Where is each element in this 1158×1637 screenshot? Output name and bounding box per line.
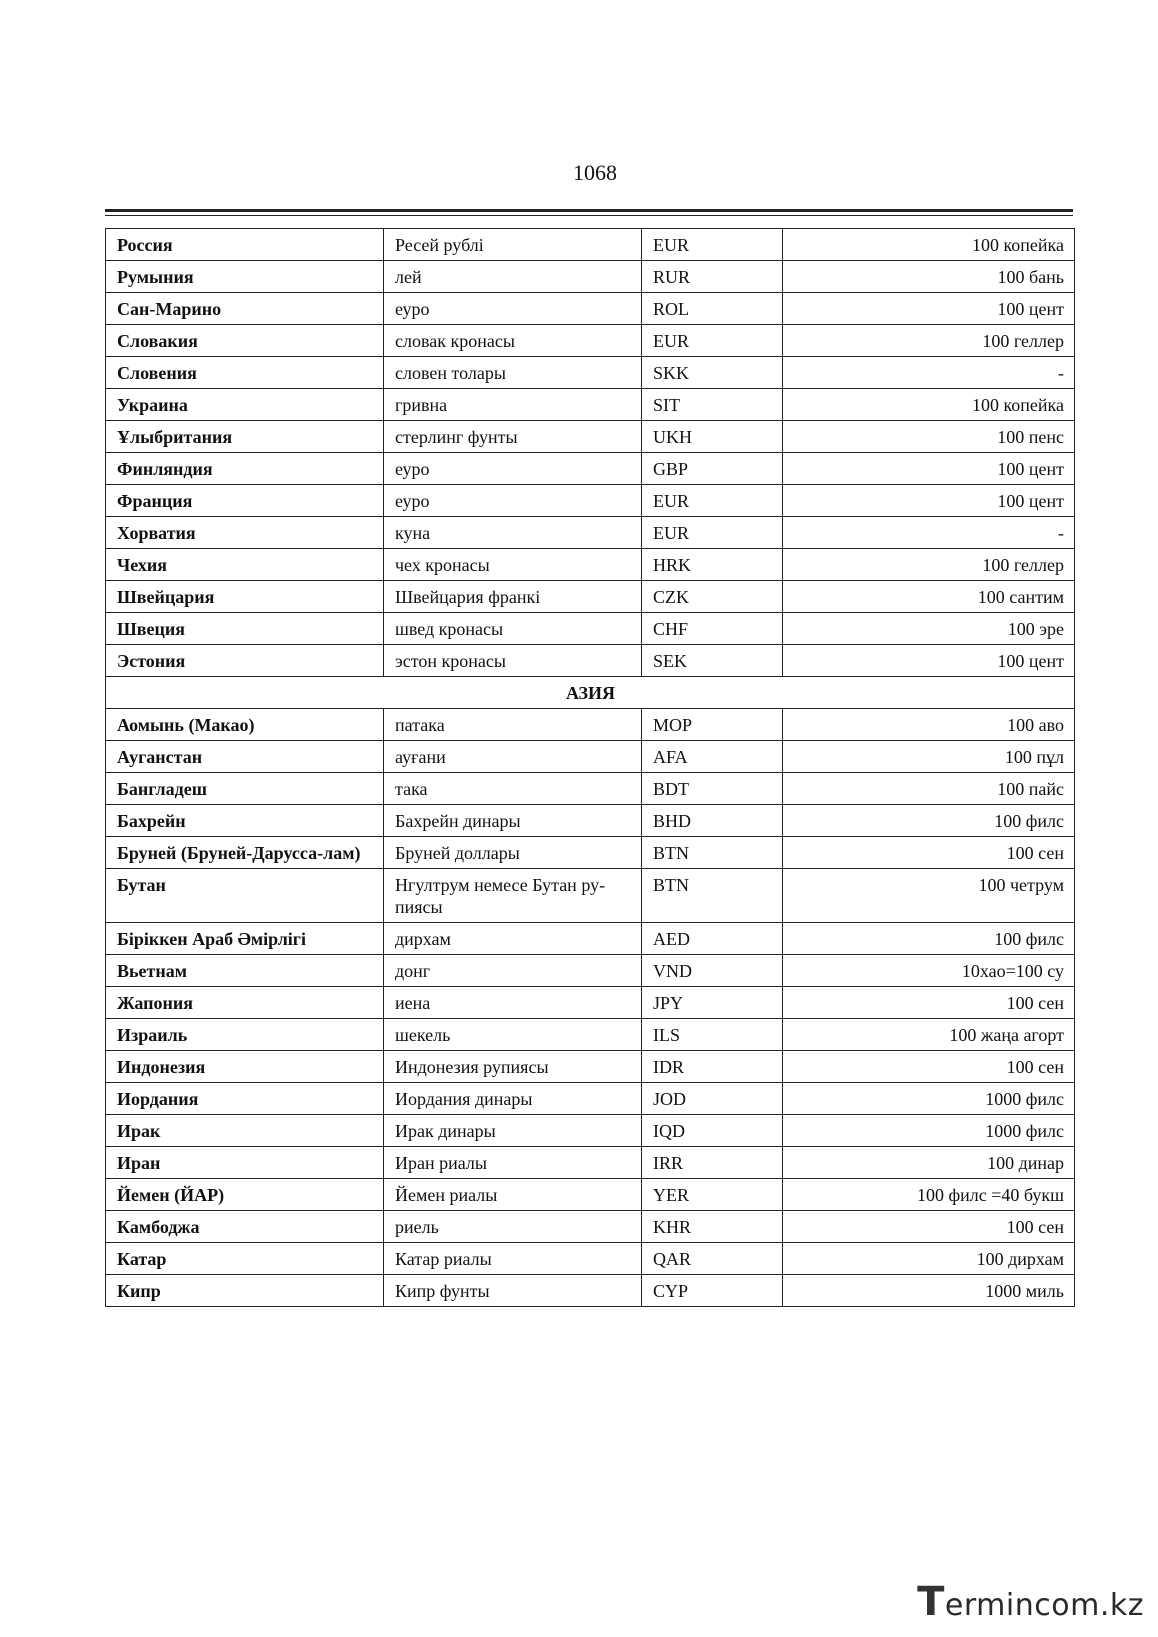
country-cell: Катар	[106, 1243, 384, 1275]
subunit-cell: 100 аво	[783, 709, 1075, 741]
currency-name-cell: еуро	[384, 453, 642, 485]
country-cell: Украина	[106, 389, 384, 421]
currency-name-cell: Нгултрум немесе Бутан ру-пиясы	[384, 869, 642, 923]
subunit-cell: 100 пенс	[783, 421, 1075, 453]
table-row	[106, 1051, 1075, 1083]
country-cell: Финляндия	[106, 453, 384, 485]
country-cell: Чехия	[106, 549, 384, 581]
country-cell: Индонезия	[106, 1051, 384, 1083]
currency-name-cell: Бахрейн динары	[384, 805, 642, 837]
currency-name-cell: иена	[384, 987, 642, 1019]
table-row	[106, 1083, 1075, 1115]
currency-name-cell: еуро	[384, 293, 642, 325]
country-cell: Бруней (Бруней-Дарусса-лам)	[106, 837, 384, 869]
currency-code-cell: IRR	[642, 1147, 783, 1179]
table-row	[106, 773, 1075, 805]
country-cell: Сан-Марино	[106, 293, 384, 325]
table-row	[106, 357, 1075, 389]
currency-table	[105, 228, 1075, 1307]
currency-name-cell: еуро	[384, 485, 642, 517]
country-cell: Швеция	[106, 613, 384, 645]
country-cell: Йемен (ЙАР)	[106, 1179, 384, 1211]
table-row	[106, 987, 1075, 1019]
currency-code-cell: RUR	[642, 261, 783, 293]
country-cell: Россия	[106, 229, 384, 261]
currency-name-cell: лей	[384, 261, 642, 293]
country-cell: Словения	[106, 357, 384, 389]
section-row	[106, 677, 1075, 709]
currency-name-cell: стерлинг фунты	[384, 421, 642, 453]
currency-name-cell: патака	[384, 709, 642, 741]
country-cell: Біріккен Араб Әмірлігі	[106, 923, 384, 955]
currency-name-cell: Ресей рублі	[384, 229, 642, 261]
currency-name-cell: Индонезия рупиясы	[384, 1051, 642, 1083]
table-row	[106, 837, 1075, 869]
subunit-cell: 100 дирхам	[783, 1243, 1075, 1275]
subunit-cell: 100 геллер	[783, 549, 1075, 581]
country-cell: Иордания	[106, 1083, 384, 1115]
subunit-cell: 100 цент	[783, 293, 1075, 325]
table-row	[106, 741, 1075, 773]
subunit-cell: 100 сен	[783, 837, 1075, 869]
currency-code-cell: ROL	[642, 293, 783, 325]
table-row	[106, 1243, 1075, 1275]
subunit-cell: 100 цент	[783, 453, 1075, 485]
currency-name-cell: Иран риалы	[384, 1147, 642, 1179]
country-cell: Камбоджа	[106, 1211, 384, 1243]
currency-code-cell: EUR	[642, 325, 783, 357]
header-rule-thin	[105, 215, 1073, 216]
logo-text: ermincom.kz	[944, 1588, 1144, 1623]
currency-code-cell: BTN	[642, 837, 783, 869]
table-row	[106, 1147, 1075, 1179]
currency-name-cell: донг	[384, 955, 642, 987]
country-cell: Ирак	[106, 1115, 384, 1147]
country-cell: Бахрейн	[106, 805, 384, 837]
table-row	[106, 549, 1075, 581]
currency-code-cell: IDR	[642, 1051, 783, 1083]
table-row	[106, 517, 1075, 549]
header-rule	[105, 209, 1073, 212]
currency-code-cell: KHR	[642, 1211, 783, 1243]
country-cell: Словакия	[106, 325, 384, 357]
table-row	[106, 325, 1075, 357]
subunit-cell: 1000 филс	[783, 1115, 1075, 1147]
subunit-cell: -	[783, 357, 1075, 389]
table-row	[106, 805, 1075, 837]
table-row	[106, 1019, 1075, 1051]
table-row	[106, 389, 1075, 421]
currency-name-cell: Кипр фунты	[384, 1275, 642, 1307]
currency-code-cell: VND	[642, 955, 783, 987]
currency-code-cell: EUR	[642, 517, 783, 549]
country-cell: Вьетнам	[106, 955, 384, 987]
subunit-cell: 100 пұл	[783, 741, 1075, 773]
subunit-cell: 100 бань	[783, 261, 1075, 293]
currency-code-cell: JPY	[642, 987, 783, 1019]
table-row	[106, 453, 1075, 485]
subunit-cell: 100 геллер	[783, 325, 1075, 357]
currency-code-cell: BTN	[642, 869, 783, 923]
subunit-cell: 100 сен	[783, 1051, 1075, 1083]
table-row	[106, 613, 1075, 645]
currency-code-cell: AED	[642, 923, 783, 955]
country-cell: Ауганстан	[106, 741, 384, 773]
currency-name-cell: дирхам	[384, 923, 642, 955]
currency-code-cell: EUR	[642, 485, 783, 517]
country-cell: Бангладеш	[106, 773, 384, 805]
currency-code-cell: JOD	[642, 1083, 783, 1115]
subunit-cell: 1000 миль	[783, 1275, 1075, 1307]
currency-code-cell: SEK	[642, 645, 783, 677]
currency-name-cell: Швейцария франкі	[384, 581, 642, 613]
currency-table-body	[106, 229, 1075, 1307]
table-row	[106, 1179, 1075, 1211]
currency-name-cell: шекель	[384, 1019, 642, 1051]
currency-name-cell: Катар риалы	[384, 1243, 642, 1275]
currency-name-cell: швед кронасы	[384, 613, 642, 645]
currency-name-cell: Иордания динары	[384, 1083, 642, 1115]
currency-code-cell: BHD	[642, 805, 783, 837]
table-row	[106, 709, 1075, 741]
country-cell: Бутан	[106, 869, 384, 923]
subunit-cell: -	[783, 517, 1075, 549]
currency-code-cell: UKH	[642, 421, 783, 453]
subunit-cell: 100 сен	[783, 987, 1075, 1019]
currency-name-cell: куна	[384, 517, 642, 549]
subunit-cell: 100 жаңа агорт	[783, 1019, 1075, 1051]
terminkom-logo	[917, 1579, 1144, 1625]
currency-code-cell: EUR	[642, 229, 783, 261]
country-cell: Жапония	[106, 987, 384, 1019]
subunit-cell: 1000 филс	[783, 1083, 1075, 1115]
table-row	[106, 1211, 1075, 1243]
subunit-cell: 100 пайс	[783, 773, 1075, 805]
subunit-cell: 10хао=100 су	[783, 955, 1075, 987]
table-row	[106, 485, 1075, 517]
currency-name-cell: гривна	[384, 389, 642, 421]
logo-letter: T	[917, 1579, 945, 1625]
table-row	[106, 293, 1075, 325]
currency-code-cell: HRK	[642, 549, 783, 581]
currency-code-cell: IQD	[642, 1115, 783, 1147]
subunit-cell: 100 сен	[783, 1211, 1075, 1243]
subunit-cell: 100 копейка	[783, 229, 1075, 261]
currency-code-cell: GBP	[642, 453, 783, 485]
country-cell: Румыния	[106, 261, 384, 293]
currency-code-cell: AFA	[642, 741, 783, 773]
currency-code-cell: SKK	[642, 357, 783, 389]
table-row	[106, 421, 1075, 453]
currency-code-cell: MOP	[642, 709, 783, 741]
currency-code-cell: CYP	[642, 1275, 783, 1307]
page-number: 1068	[573, 160, 617, 185]
currency-code-cell: CHF	[642, 613, 783, 645]
currency-name-cell: така	[384, 773, 642, 805]
currency-code-cell: YER	[642, 1179, 783, 1211]
currency-name-cell: словен толары	[384, 357, 642, 389]
subunit-cell: 100 динар	[783, 1147, 1075, 1179]
table-row	[106, 955, 1075, 987]
subunit-cell: 100 четрум	[783, 869, 1075, 923]
subunit-cell: 100 сантим	[783, 581, 1075, 613]
currency-code-cell: CZK	[642, 581, 783, 613]
currency-name-cell: эстон кронасы	[384, 645, 642, 677]
country-cell: Израиль	[106, 1019, 384, 1051]
section-heading: АЗИЯ	[106, 677, 1075, 709]
currency-name-cell: Бруней доллары	[384, 837, 642, 869]
subunit-cell: 100 копейка	[783, 389, 1075, 421]
country-cell: Швейцария	[106, 581, 384, 613]
table-row	[106, 923, 1075, 955]
country-cell: Аомынь (Макао)	[106, 709, 384, 741]
subunit-cell: 100 эре	[783, 613, 1075, 645]
currency-name-cell: риель	[384, 1211, 642, 1243]
currency-code-cell: ILS	[642, 1019, 783, 1051]
currency-name-cell: чех кронасы	[384, 549, 642, 581]
table-row	[106, 869, 1075, 923]
country-cell: Иран	[106, 1147, 384, 1179]
subunit-cell: 100 цент	[783, 485, 1075, 517]
currency-name-cell: словак кронасы	[384, 325, 642, 357]
table-row	[106, 1115, 1075, 1147]
currency-name-cell: Йемен риалы	[384, 1179, 642, 1211]
table-row	[106, 581, 1075, 613]
country-cell: Кипр	[106, 1275, 384, 1307]
country-cell: Франция	[106, 485, 384, 517]
country-cell: Ұлыбритания	[106, 421, 384, 453]
currency-name-cell: ауғани	[384, 741, 642, 773]
currency-code-cell: SIT	[642, 389, 783, 421]
country-cell: Хорватия	[106, 517, 384, 549]
table-row	[106, 1275, 1075, 1307]
table-row	[106, 229, 1075, 261]
currency-name-cell: Ирак динары	[384, 1115, 642, 1147]
currency-code-cell: QAR	[642, 1243, 783, 1275]
table-row	[106, 261, 1075, 293]
table-row	[106, 645, 1075, 677]
subunit-cell: 100 филс =40 букш	[783, 1179, 1075, 1211]
subunit-cell: 100 цент	[783, 645, 1075, 677]
subunit-cell: 100 филс	[783, 805, 1075, 837]
country-cell: Эстония	[106, 645, 384, 677]
subunit-cell: 100 филс	[783, 923, 1075, 955]
currency-code-cell: BDT	[642, 773, 783, 805]
